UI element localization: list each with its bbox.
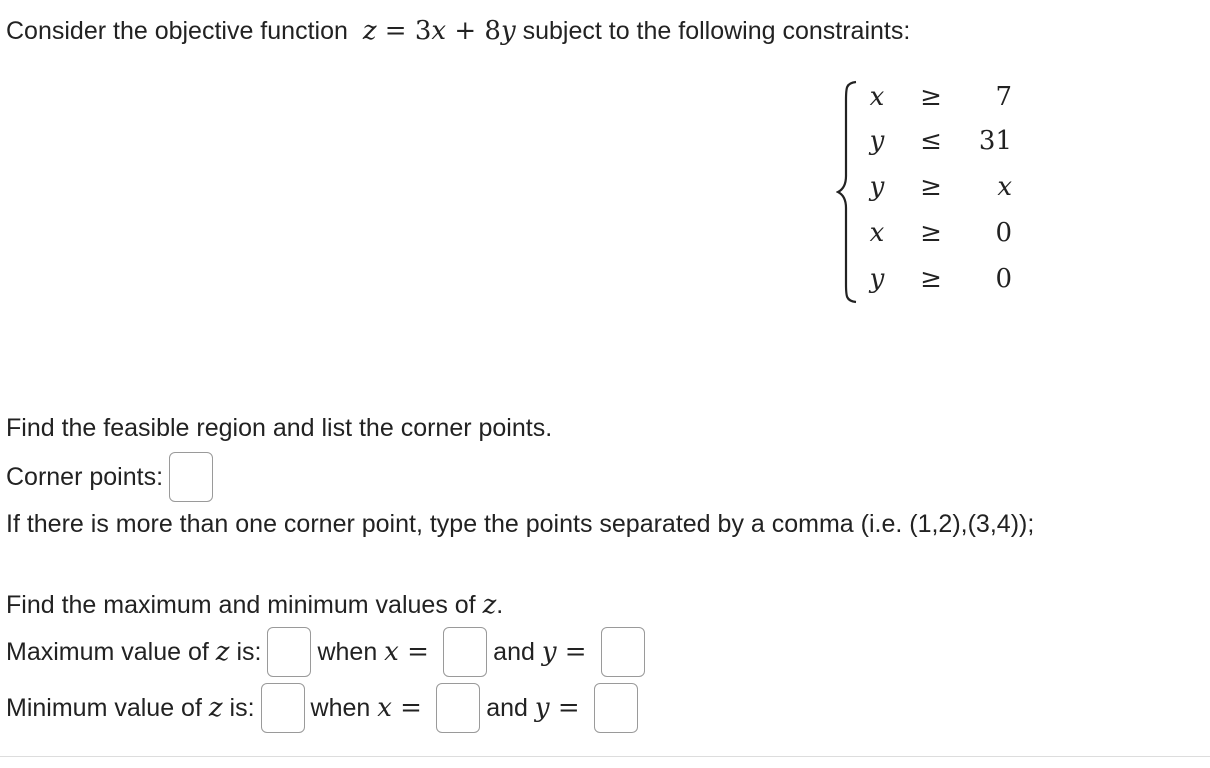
max-y-input[interactable] xyxy=(601,627,645,677)
min-and-label: and xyxy=(486,693,535,722)
constraint-relation: ≥ xyxy=(920,82,942,112)
constraint-relation: ≥ xyxy=(920,264,942,294)
constraint-lhs: y xyxy=(869,264,885,294)
max-when-label: when xyxy=(317,637,385,666)
objective-coef-x: 3 xyxy=(414,16,432,46)
corner-instruction-text: Find the feasible region and list the corner points. xyxy=(6,414,553,442)
constraint-rhs: x xyxy=(997,172,1012,202)
objective-x: x xyxy=(431,16,447,46)
intro-suffix: subject to the following constraints: xyxy=(515,16,911,45)
min-y-input[interactable] xyxy=(594,683,638,733)
min-when-eq: = xyxy=(391,693,431,723)
max-x-input[interactable] xyxy=(443,627,487,677)
min-z-input[interactable] xyxy=(261,683,305,733)
min-when-label: when xyxy=(310,693,378,722)
constraint-rhs: 31 xyxy=(978,126,1012,156)
max-z-input[interactable] xyxy=(267,627,311,677)
max-and-eq: = xyxy=(556,637,595,667)
constraint-lhs: y xyxy=(869,172,885,202)
constraint-relation: ≤ xyxy=(920,126,942,156)
constraint-lhs: x xyxy=(869,82,885,112)
min-label-prefix: Minimum value of xyxy=(6,693,209,722)
maximum-row xyxy=(6,627,651,677)
max-label-prefix: Maximum value of xyxy=(6,637,216,666)
extrema-instruction-var: z xyxy=(482,590,497,620)
left-brace-icon xyxy=(836,80,858,304)
intro-prefix: Consider the objective function xyxy=(6,16,355,45)
objective-plus: + xyxy=(446,16,485,46)
constraint-relation: ≥ xyxy=(920,218,942,248)
max-when-x: x xyxy=(384,637,399,667)
max-when-eq: = xyxy=(398,637,438,667)
min-label-var: z xyxy=(208,693,223,723)
min-and-eq: = xyxy=(549,693,588,723)
max-and-label: and xyxy=(493,637,542,666)
corner-instruction xyxy=(6,414,552,443)
max-and-y: y xyxy=(541,637,557,667)
constraint-rhs: 0 xyxy=(995,264,1012,294)
corner-note-text: If there is more than one corner point, type the points separated by a comma (i.e. (1,2),(3,4)); xyxy=(6,510,1035,538)
objective-coef-y: 8 xyxy=(484,16,501,46)
constraint-rhs: 7 xyxy=(995,82,1012,112)
corner-points-label: Corner points: xyxy=(6,462,164,491)
objective-eq: = xyxy=(376,16,415,46)
extrema-instruction-prefix: Find the maximum and minimum values of xyxy=(6,590,483,619)
max-label-suffix: is: xyxy=(229,637,262,666)
constraint-relation: ≥ xyxy=(920,172,942,202)
objective-z: z xyxy=(362,16,377,46)
objective-y: y xyxy=(500,16,516,46)
minimum-row xyxy=(6,683,644,733)
corner-note xyxy=(6,510,1034,539)
corner-points-input[interactable] xyxy=(169,452,213,502)
constraint-lhs: x xyxy=(869,218,885,248)
constraint-rhs: 0 xyxy=(995,218,1012,248)
extrema-instruction xyxy=(6,590,503,620)
problem-statement xyxy=(6,16,910,46)
min-and-y: y xyxy=(534,693,550,723)
bottom-divider xyxy=(0,756,1210,757)
min-label-suffix: is: xyxy=(222,693,255,722)
constraint-system xyxy=(836,80,1036,304)
extrema-instruction-suffix: . xyxy=(496,590,504,619)
corner-points-row xyxy=(6,452,219,502)
constraint-lhs: y xyxy=(869,126,885,156)
max-label-var: z xyxy=(215,637,230,667)
min-when-x: x xyxy=(377,693,392,723)
min-x-input[interactable] xyxy=(436,683,480,733)
